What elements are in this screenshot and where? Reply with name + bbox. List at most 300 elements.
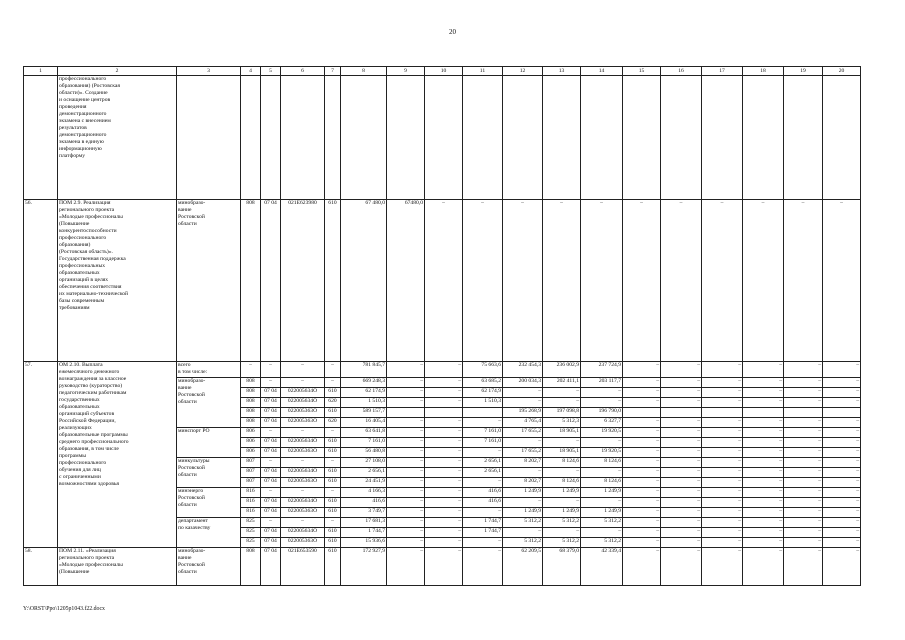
code-cell: 807 <box>241 458 261 468</box>
table-row-56 <box>24 200 861 362</box>
text-line: Государственная поддержка <box>59 256 126 262</box>
amount-cell: 2 656,1 <box>463 468 503 478</box>
amount-cell: – <box>784 498 823 508</box>
amount-cell: – <box>425 478 463 488</box>
text-line: минэнерго <box>178 488 204 494</box>
code-cell: 07 04 <box>261 478 281 488</box>
code-cell: 610 <box>325 448 341 458</box>
code-cell: – <box>325 428 341 438</box>
code-cell: – <box>325 488 341 498</box>
amount-cell: – <box>661 418 702 428</box>
text-line: Российской Федерации, <box>59 418 116 424</box>
amount-cell: – <box>623 378 661 388</box>
amount-cell: – <box>702 378 743 388</box>
amount-cell: 2 656,1 <box>463 458 503 468</box>
amount-cell: – <box>784 362 823 378</box>
code-cell: 825 <box>241 518 261 528</box>
text-line: экзамена с внесением <box>59 118 111 124</box>
amount-cell: – <box>661 508 702 518</box>
code-cell: 022005363O <box>281 448 325 458</box>
amount-cell: 5 312,3 <box>543 418 581 428</box>
amount-cell: – <box>387 418 425 428</box>
executor-cell <box>177 488 241 518</box>
budget-table <box>23 66 861 586</box>
amount-cell <box>702 408 743 418</box>
amount-cell: – <box>425 548 463 586</box>
code-cell: – <box>261 518 281 528</box>
code-cell: 07 04 <box>261 538 281 548</box>
amount-cell: 2 656,1 <box>341 468 387 478</box>
column-number-row <box>24 67 861 76</box>
amount-cell: – <box>623 388 661 398</box>
amount-cell: – <box>702 518 743 528</box>
text-line: вание <box>178 207 192 213</box>
amount-cell: 1 249,9 <box>581 488 623 498</box>
activity-name-cell <box>58 548 177 586</box>
text-line: вание <box>178 385 192 391</box>
amount-cell: – <box>823 498 861 508</box>
activity-name-cell <box>58 200 177 362</box>
amount-cell: 416,6 <box>341 498 387 508</box>
text-line: ПОМ 2.9. Реализация <box>59 200 111 206</box>
amount-cell: – <box>702 548 743 586</box>
amount-cell: – <box>702 438 743 448</box>
amount-cell: – <box>623 468 661 478</box>
code-cell: 021E653590 <box>281 548 325 586</box>
code-cell: – <box>325 362 341 378</box>
amount-cell: – <box>661 488 702 498</box>
cell <box>463 76 503 200</box>
amount-cell: – <box>623 362 661 378</box>
text-line: профессионального <box>59 235 107 241</box>
amount-cell: – <box>784 538 823 548</box>
code-cell: – <box>281 362 325 378</box>
executor-cell <box>177 458 241 488</box>
cell <box>177 76 241 200</box>
column-number: 6 <box>281 67 325 76</box>
text-line: образования, в том числе <box>59 446 119 452</box>
amount-cell: 8 124,6 <box>581 478 623 488</box>
executor-cell <box>177 378 241 428</box>
code-cell: 610 <box>325 200 341 362</box>
code-cell: – <box>325 378 341 388</box>
amount-cell: 8 202,7 <box>503 478 543 488</box>
amount-cell: 67480,0 <box>387 200 425 362</box>
amount-cell: – <box>702 538 743 548</box>
amount-cell: 232 454,3 <box>503 362 543 378</box>
amount-cell: 62 209,5 <box>503 548 543 586</box>
amount-cell: – <box>503 498 543 508</box>
cell <box>281 76 325 200</box>
amount-cell: – <box>425 428 463 438</box>
text-line: вание <box>178 555 192 561</box>
amount-cell: – <box>661 458 702 468</box>
activity-name-cell <box>58 76 177 200</box>
amount-cell: – <box>661 528 702 538</box>
text-line: экзамена в единую <box>59 139 104 145</box>
amount-cell: – <box>661 378 702 388</box>
amount-cell: 5 312,2 <box>581 538 623 548</box>
amount-cell: – <box>743 388 784 398</box>
text-line: по казачеству <box>178 525 211 531</box>
table-row-58 <box>24 548 861 586</box>
amount-cell: 1 249,9 <box>581 508 623 518</box>
text-line: Ростовской <box>178 465 205 471</box>
column-number: 16 <box>661 67 702 76</box>
code-cell: – <box>261 428 281 438</box>
amount-cell: – <box>743 488 784 498</box>
cell <box>503 76 543 200</box>
amount-cell: – <box>661 200 702 362</box>
code-cell: 610 <box>325 388 341 398</box>
text-line: педагогическим работникам <box>59 390 127 396</box>
code-cell: 07 04 <box>261 200 281 362</box>
text-line: образовательные программы <box>59 432 128 438</box>
amount-cell: – <box>823 458 861 468</box>
amount-cell: – <box>387 528 425 538</box>
text-line: конкурентоспособности <box>59 228 117 234</box>
table-row-57-sub <box>24 362 861 378</box>
amount-cell: – <box>661 388 702 398</box>
amount-cell: – <box>823 468 861 478</box>
text-line: (Повышение <box>59 221 90 227</box>
amount-cell: – <box>661 398 702 408</box>
amount-cell: – <box>425 468 463 478</box>
text-line: (Повышение <box>59 569 90 575</box>
amount-cell: – <box>823 388 861 398</box>
amount-cell: 416,6 <box>463 498 503 508</box>
amount-cell: – <box>823 378 861 388</box>
amount-cell: – <box>661 478 702 488</box>
amount-cell: – <box>743 548 784 586</box>
column-number: 1 <box>24 67 58 76</box>
amount-cell: 17 655,2 <box>503 428 543 438</box>
amount-cell: – <box>463 538 503 548</box>
code-cell: 816 <box>241 488 261 498</box>
amount-cell: 237 724,9 <box>581 362 623 378</box>
text-line: образования) <box>59 242 91 248</box>
amount-cell: – <box>823 200 861 362</box>
amount-cell: – <box>543 498 581 508</box>
amount-cell: – <box>543 468 581 478</box>
amount-cell: 589 157,7 <box>341 408 387 418</box>
column-number: 10 <box>425 67 463 76</box>
amount-cell: – <box>743 508 784 518</box>
code-cell: – <box>325 458 341 468</box>
code-cell: 816 <box>241 498 261 508</box>
text-line: демонстрационного <box>59 132 107 138</box>
amount-cell: – <box>387 468 425 478</box>
amount-cell: – <box>503 468 543 478</box>
code-cell: 07 04 <box>261 468 281 478</box>
code-cell: – <box>261 458 281 468</box>
table-row-continuation <box>24 76 861 200</box>
amount-cell: – <box>661 428 702 438</box>
amount-cell: – <box>702 418 743 428</box>
cell <box>702 76 743 200</box>
amount-cell: 5 312,2 <box>543 538 581 548</box>
amount-cell: – <box>623 458 661 468</box>
text-line: демонстрационного <box>59 111 107 117</box>
row-number: 57. <box>24 362 58 548</box>
code-cell: 022005363O <box>281 418 325 428</box>
code-cell: 610 <box>325 478 341 488</box>
code-cell: 022005363O <box>281 538 325 548</box>
amount-cell: 8 124,6 <box>543 478 581 488</box>
amount-cell: – <box>702 478 743 488</box>
amount-cell: – <box>784 528 823 538</box>
amount-cell: 3 749,7 <box>341 508 387 518</box>
code-cell: 07 04 <box>261 548 281 586</box>
amount-cell: – <box>743 428 784 438</box>
text-line: информационную <box>59 146 102 152</box>
amount-cell: 68 379,0 <box>543 548 581 586</box>
column-number: 14 <box>581 67 623 76</box>
amount-cell: – <box>623 418 661 428</box>
amount-cell: – <box>784 468 823 478</box>
text-line: платформу <box>59 153 86 159</box>
amount-cell: – <box>503 528 543 538</box>
code-cell: 816 <box>241 508 261 518</box>
code-cell: 825 <box>241 538 261 548</box>
amount-cell: 56 480,8 <box>341 448 387 458</box>
amount-cell: – <box>387 458 425 468</box>
code-cell: – <box>281 458 325 468</box>
executor-cell <box>177 428 241 458</box>
text-line: профессиональных <box>59 263 106 269</box>
amount-cell: 196 790,0 <box>581 408 623 418</box>
amount-cell: – <box>387 498 425 508</box>
column-number: 19 <box>784 67 823 76</box>
amount-cell: 19 920,5 <box>581 428 623 438</box>
amount-cell: – <box>581 200 623 362</box>
code-cell: 022005363O <box>281 408 325 418</box>
amount-cell: 7 161,0 <box>463 428 503 438</box>
amount-cell: – <box>387 398 425 408</box>
row-number: 58. <box>24 548 58 586</box>
amount-cell: – <box>661 518 702 528</box>
code-cell: 825 <box>241 528 261 538</box>
code-cell: 610 <box>325 438 341 448</box>
text-line: реализующих <box>59 425 92 431</box>
executor-cell <box>177 200 241 362</box>
amount-cell: – <box>425 528 463 538</box>
amount-cell: – <box>823 438 861 448</box>
amount-cell: 1 249,9 <box>543 488 581 498</box>
amount-cell: – <box>743 448 784 458</box>
amount-cell <box>784 408 823 418</box>
amount-cell: – <box>503 388 543 398</box>
text-line: (Ростовская область)». <box>59 249 113 255</box>
amount-cell: – <box>743 498 784 508</box>
code-cell: 07 04 <box>261 498 281 508</box>
amount-cell: – <box>581 528 623 538</box>
column-number: 3 <box>177 67 241 76</box>
column-number: 13 <box>543 67 581 76</box>
amount-cell: – <box>543 528 581 538</box>
amount-cell <box>823 408 861 418</box>
text-line: минобразо- <box>178 548 206 554</box>
text-line: области <box>178 502 197 508</box>
amount-cell: 1 249,9 <box>503 488 543 498</box>
amount-cell: – <box>823 528 861 538</box>
amount-cell: – <box>702 488 743 498</box>
column-number: 15 <box>623 67 661 76</box>
amount-cell: – <box>503 398 543 408</box>
column-number: 17 <box>702 67 743 76</box>
text-line: программы <box>59 453 86 459</box>
amount-cell: – <box>623 498 661 508</box>
amount-cell: 63 641,8 <box>341 428 387 438</box>
amount-cell: 75 663,6 <box>463 362 503 378</box>
amount-cell: – <box>661 362 702 378</box>
code-cell: 620 <box>325 398 341 408</box>
code-cell: 808 <box>241 418 261 428</box>
amount-cell: – <box>425 362 463 378</box>
text-line: организаций субъектов <box>59 411 115 417</box>
amount-cell: – <box>743 418 784 428</box>
amount-cell: – <box>387 448 425 458</box>
code-cell: 022005634O <box>281 498 325 508</box>
amount-cell: – <box>702 528 743 538</box>
amount-cell: 172 927,9 <box>341 548 387 586</box>
amount-cell: – <box>823 488 861 498</box>
column-number: 9 <box>387 67 425 76</box>
code-cell: 808 <box>241 398 261 408</box>
amount-cell: – <box>425 488 463 498</box>
amount-cell: – <box>425 518 463 528</box>
code-cell: – <box>281 488 325 498</box>
amount-cell: – <box>661 468 702 478</box>
code-cell: 07 04 <box>261 418 281 428</box>
amount-cell: 17 655,2 <box>503 448 543 458</box>
text-line: минспорт РО <box>178 428 210 434</box>
amount-cell: – <box>784 428 823 438</box>
code-cell: 610 <box>325 548 341 586</box>
column-number: 11 <box>463 67 503 76</box>
amount-cell: – <box>623 518 661 528</box>
amount-cell: – <box>784 508 823 518</box>
amount-cell: – <box>623 538 661 548</box>
amount-cell: – <box>702 362 743 378</box>
amount-cell: – <box>743 398 784 408</box>
amount-cell: 1 510,3 <box>463 398 503 408</box>
row-number: 56. <box>24 200 58 362</box>
code-cell: 022005634O <box>281 388 325 398</box>
amount-cell: 1 744,7 <box>463 528 503 538</box>
column-number: 2 <box>58 67 177 76</box>
text-line: базы современным <box>59 298 105 304</box>
activity-name-cell <box>58 362 177 548</box>
amount-cell: 62 174,9 <box>463 388 503 398</box>
cell <box>743 76 784 200</box>
amount-cell: 8 124,6 <box>543 458 581 468</box>
code-cell: 07 04 <box>261 448 281 458</box>
amount-cell: – <box>387 518 425 528</box>
text-line: образовательных <box>59 404 100 410</box>
amount-cell <box>661 408 702 418</box>
text-line: области <box>178 472 197 478</box>
amount-cell: – <box>463 478 503 488</box>
text-line: возможностями здоровья <box>59 481 119 487</box>
amount-cell: – <box>823 508 861 518</box>
amount-cell: – <box>823 418 861 428</box>
amount-cell: – <box>784 518 823 528</box>
amount-cell: – <box>784 378 823 388</box>
executor-cell <box>177 548 241 586</box>
text-line: образовательных <box>59 270 100 276</box>
table-body <box>24 67 861 586</box>
text-line: результатов <box>59 125 87 131</box>
amount-cell: 195 268,9 <box>503 408 543 418</box>
page-number: 20 <box>449 28 456 36</box>
amount-cell: – <box>743 200 784 362</box>
amount-cell: – <box>503 200 543 362</box>
cell <box>543 76 581 200</box>
amount-cell: – <box>463 418 503 428</box>
amount-cell: – <box>425 498 463 508</box>
amount-cell: – <box>823 538 861 548</box>
amount-cell: – <box>823 398 861 408</box>
amount-cell: 18 905,1 <box>543 428 581 438</box>
amount-cell: – <box>661 538 702 548</box>
amount-cell: – <box>702 498 743 508</box>
amount-cell: – <box>702 388 743 398</box>
amount-cell: 62 174,9 <box>341 388 387 398</box>
amount-cell <box>743 408 784 418</box>
code-cell: 022005363O <box>281 478 325 488</box>
amount-cell: – <box>784 478 823 488</box>
text-line: ежемесячного денежного <box>59 369 120 375</box>
amount-cell: – <box>702 200 743 362</box>
amount-cell: – <box>387 428 425 438</box>
amount-cell: 6 327,7 <box>581 418 623 428</box>
cell <box>341 76 387 200</box>
column-number: 4 <box>241 67 261 76</box>
amount-cell: – <box>387 508 425 518</box>
amount-cell: 42 339,4 <box>581 548 623 586</box>
amount-cell: – <box>425 418 463 428</box>
amount-cell: – <box>743 362 784 378</box>
amount-cell: 4 166,3 <box>341 488 387 498</box>
amount-cell: – <box>743 468 784 478</box>
amount-cell: – <box>425 448 463 458</box>
code-cell: 808 <box>241 378 261 388</box>
code-cell: 806 <box>241 438 261 448</box>
cell <box>623 76 661 200</box>
text-line: Ростовской <box>178 392 205 398</box>
amount-cell: 24 451,9 <box>341 478 387 488</box>
amount-cell: – <box>743 528 784 538</box>
amount-cell: – <box>823 428 861 438</box>
amount-cell: 197 098,8 <box>543 408 581 418</box>
text-line: Ростовской <box>178 214 205 220</box>
amount-cell: – <box>784 418 823 428</box>
amount-cell: – <box>581 398 623 408</box>
code-cell: 022005634O <box>281 438 325 448</box>
amount-cell: – <box>387 362 425 378</box>
amount-cell: – <box>463 508 503 518</box>
text-line: регионального проекта <box>59 207 115 213</box>
amount-cell: – <box>387 378 425 388</box>
amount-cell: – <box>661 448 702 458</box>
amount-cell: – <box>784 438 823 448</box>
amount-cell: 202 411,1 <box>543 378 581 388</box>
amount-cell: 781 845,7 <box>341 362 387 378</box>
amount-cell: – <box>743 478 784 488</box>
amount-cell <box>387 408 425 418</box>
amount-cell: – <box>823 448 861 458</box>
